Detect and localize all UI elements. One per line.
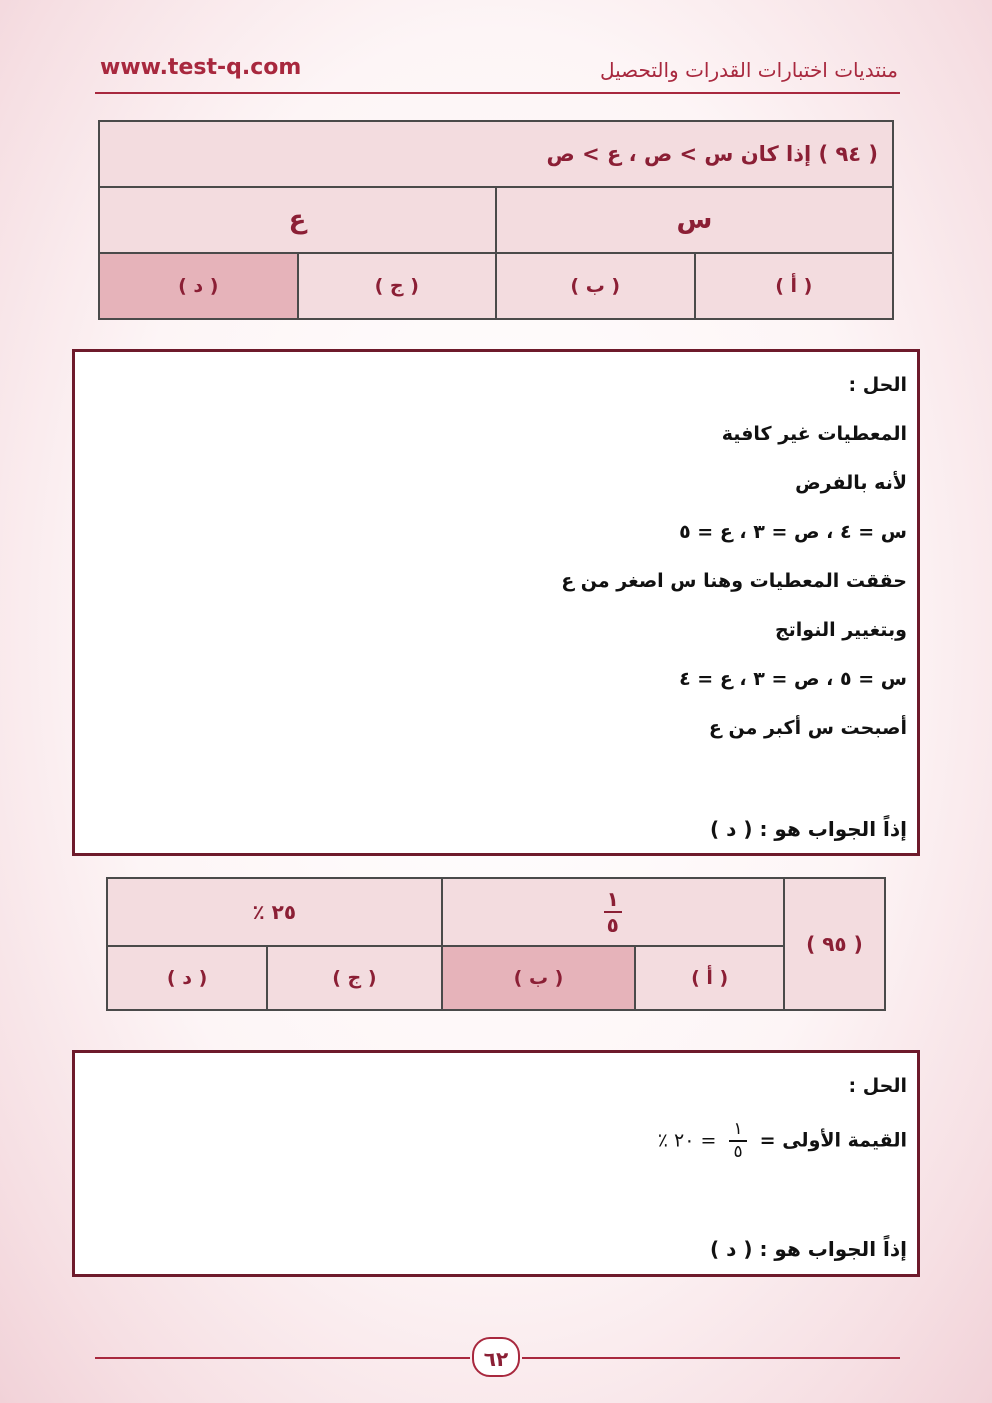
solution-94-line: س = ٥ ، ص = ٣ ، ع = ٤ xyxy=(679,668,907,690)
question-95-number: ( ٩٥ ) xyxy=(784,878,885,1010)
q94-option-b[interactable]: ( ب ) xyxy=(496,253,695,319)
solution-94-line: أصبحت س أكبر من ع xyxy=(708,717,907,739)
question-94-statement: ( ٩٤ ) إذا كان س > ص ، ع > ص xyxy=(99,121,893,187)
solution-95-answer: إذاً الجواب هو : ( د ) xyxy=(710,1237,907,1261)
solution-95-box xyxy=(72,1050,920,1277)
q95-fraction-numerator: ١ xyxy=(606,887,619,911)
q94-option-a[interactable]: ( أ ) xyxy=(695,253,894,319)
q94-column-right: س xyxy=(496,187,893,253)
page-number: ٦٢ xyxy=(472,1337,520,1377)
solution-95-fraction-denominator: ٥ xyxy=(733,1142,743,1162)
q94-option-c[interactable]: ( ج ) xyxy=(298,253,497,319)
solution-94-line: لأنه بالفرض xyxy=(795,472,907,494)
question-95-table xyxy=(106,877,886,1011)
site-url: www.test-q.com xyxy=(100,55,302,80)
solution-94-answer: إذاً الجواب هو : ( د ) xyxy=(710,817,907,841)
q95-option-a[interactable]: ( أ ) xyxy=(635,946,783,1010)
solution-94-line: حققت المعطيات وهنا س اصغر من ع xyxy=(561,570,907,592)
header-divider xyxy=(95,92,900,94)
q95-fraction xyxy=(604,889,622,935)
question-94-table xyxy=(98,120,894,320)
q95-fraction-denominator: ٥ xyxy=(606,913,619,937)
solution-95-result: = ٢٠ ٪ xyxy=(657,1129,717,1152)
q95-option-b-selected[interactable]: ( ب ) xyxy=(442,946,636,1010)
q95-option-c[interactable]: ( ج ) xyxy=(267,946,441,1010)
solution-94-box xyxy=(72,349,920,856)
solution-95-label: القيمة الأولى = xyxy=(759,1129,907,1152)
solution-94-line: وبتغيير النواتج xyxy=(774,619,907,641)
q95-column-right xyxy=(442,878,784,946)
footer-divider-right xyxy=(522,1357,900,1359)
header-title: منتديات اختبارات القدرات والتحصيل xyxy=(599,58,898,82)
solution-94-line: المعطيات غير كافية xyxy=(721,423,907,445)
q94-column-left: ع xyxy=(99,187,496,253)
solution-94-heading: الحل : xyxy=(848,374,907,396)
footer-divider-left xyxy=(95,1357,470,1359)
solution-95-heading: الحل : xyxy=(848,1075,907,1097)
q95-column-left: ٢٥ ٪ xyxy=(107,878,442,946)
q94-option-d-selected[interactable]: ( د ) xyxy=(99,253,298,319)
solution-94-line: س = ٤ ، ص = ٣ ، ع = ٥ xyxy=(679,521,907,543)
solution-95-fraction-numerator: ١ xyxy=(733,1119,743,1139)
solution-95-fraction xyxy=(729,1121,747,1161)
q95-option-d[interactable]: ( د ) xyxy=(107,946,267,1010)
solution-95-line xyxy=(658,1121,907,1161)
